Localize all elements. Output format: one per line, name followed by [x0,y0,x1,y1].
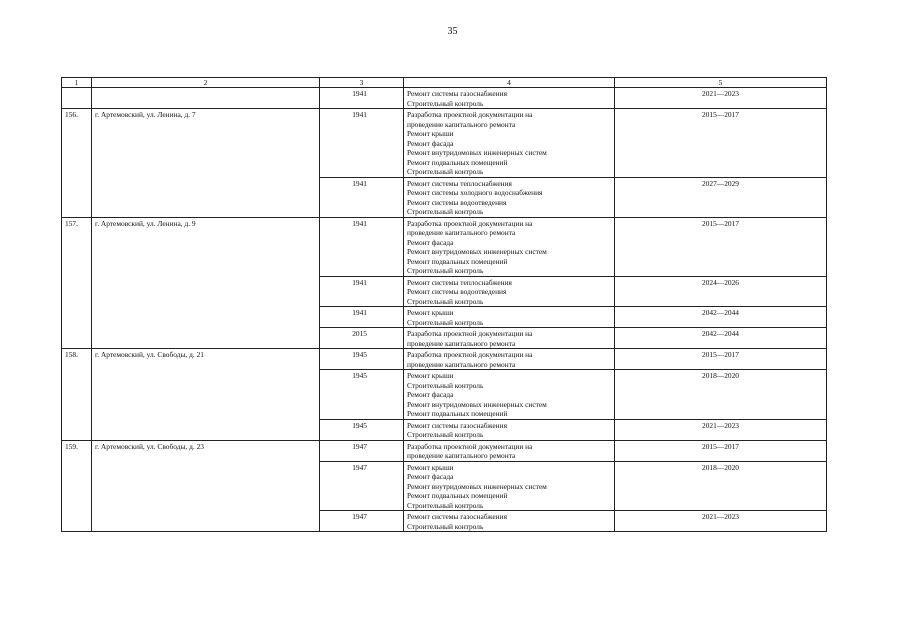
header-cell-1: 1 [62,78,92,88]
work-item: Разработка проектной документации на [407,441,533,451]
year-cell: 1947 [320,511,404,532]
address-cell [92,88,320,109]
period-cell: 2015—2017 [615,217,827,276]
table-row [62,440,827,461]
year-cell: 1945 [320,419,404,440]
header-cell-5: 5 [615,78,827,88]
works-cell [404,109,615,178]
work-item: Разработка проектной документации на [407,350,533,359]
table-row [62,349,827,370]
work-item: Строительный контроль [407,380,484,390]
year-cell: 1947 [320,440,404,461]
header-cell-2: 2 [92,78,320,88]
year-cell: 2015 [320,328,404,349]
works-cell [404,419,615,440]
work-item: Строительный контроль [407,167,484,176]
work-item: Ремонт крыши [407,371,454,380]
work-item: Ремонт фасада [407,472,454,481]
header-cell-3: 3 [320,78,404,88]
year-cell: 1947 [320,461,404,511]
work-item: Строительный контроль [407,207,484,216]
work-item: Ремонт подвальных помещений [407,157,508,167]
address-cell: г. Артемовский, ул. Свободы, д. 21 [92,349,320,441]
works-cell [404,511,615,532]
work-item: проведение капитального ремонта [407,451,516,460]
year-cell: 1945 [320,349,404,370]
period-cell: 2042—2044 [615,307,827,328]
year-cell: 1941 [320,307,404,328]
work-item: Строительный контроль [407,296,484,306]
works-cell [404,370,615,420]
house-number-cell [62,88,92,109]
work-item: Строительный контроль [407,317,484,327]
work-item: Ремонт внутридомовых инженерных систем [407,399,547,409]
work-item: Ремонт системы теплоснабжения [407,277,512,287]
work-item: Ремонт системы газоснабжения [407,512,507,521]
table-header-row [62,78,827,88]
works-cell [404,461,615,511]
year-cell: 1941 [320,276,404,307]
house-number-cell: 156. [62,109,92,218]
works-cell [404,349,615,370]
page-number: 35 [447,26,458,37]
year-cell: 1941 [320,217,404,276]
period-cell: 2027—2029 [615,177,827,217]
works-cell [404,440,615,461]
work-item: Ремонт внутридомовых инженерных систем [407,247,547,256]
work-item: Строительный контроль [407,266,484,275]
work-item: проведение капитального ремонта [407,359,516,369]
work-item: Разработка проектной документации на [407,110,533,119]
year-cell: 1941 [320,109,404,178]
work-item: Строительный контроль [407,521,484,531]
work-item: Ремонт системы газоснабжения [407,89,507,98]
year-cell: 1941 [320,88,404,109]
work-item: Ремонт фасада [407,138,454,148]
period-cell: 2024—2026 [615,276,827,307]
period-cell: 2021—2023 [615,419,827,440]
house-number-cell: 157. [62,217,92,349]
address-cell: г. Артемовский, ул. Ленина, д. 9 [92,217,320,349]
table-row [62,109,827,178]
period-cell: 2015—2017 [615,349,827,370]
period-cell: 2015—2017 [615,109,827,178]
header-cell-4: 4 [404,78,615,88]
work-item: Ремонт внутридомовых инженерных систем [407,481,547,491]
year-cell: 1945 [320,370,404,420]
period-cell: 2018—2020 [615,461,827,511]
work-item: Ремонт подвальных помещений [407,256,508,266]
work-item: Ремонт крыши [407,308,454,317]
work-item: проведение капитального ремонта [407,338,516,348]
work-item: Ремонт системы теплоснабжения [407,178,512,188]
works-cell [404,217,615,276]
works-cell [404,177,615,217]
work-item: Ремонт крыши [407,462,454,472]
year-cell: 1941 [320,177,404,217]
work-item: Ремонт фасада [407,237,454,247]
works-cell [404,88,615,109]
work-item: Ремонт внутридомовых инженерных систем [407,148,547,157]
period-cell: 2018—2020 [615,370,827,420]
work-item: Разработка проектной документации на [407,218,533,228]
period-cell: 2021—2023 [615,88,827,109]
work-item: Ремонт фасада [407,390,454,399]
work-item: Строительный контроль [407,500,484,510]
house-number-cell: 159. [62,440,92,532]
work-item: Строительный контроль [407,430,484,439]
period-cell: 2021—2023 [615,511,827,532]
work-item: проведение капитального ремонта [407,228,516,237]
period-cell: 2015—2017 [615,440,827,461]
repair-schedule-table [61,77,827,532]
works-cell [404,307,615,328]
work-item: Ремонт крыши [407,129,454,138]
work-item: Ремонт системы холодного водоснабжения [407,188,543,197]
work-item: проведение капитального ремонта [407,119,516,129]
house-number-cell: 158. [62,349,92,441]
work-item: Ремонт системы водоотведения [407,197,507,207]
table-row [62,217,827,276]
work-item: Строительный контроль [407,98,484,108]
work-item: Ремонт подвальных помещений [407,491,508,500]
work-item: Ремонт системы водоотведения [407,287,507,296]
work-item: Ремонт системы газоснабжения [407,420,507,430]
work-item: Разработка проектной документации на [407,329,533,338]
work-item: Ремонт подвальных помещений [407,409,508,418]
works-cell [404,328,615,349]
period-cell: 2042—2044 [615,328,827,349]
table-row [62,88,827,109]
works-cell [404,276,615,307]
address-cell: г. Артемовский, ул. Ленина, д. 7 [92,109,320,218]
address-cell: г. Артемовский, ул. Свободы, д. 23 [92,440,320,532]
